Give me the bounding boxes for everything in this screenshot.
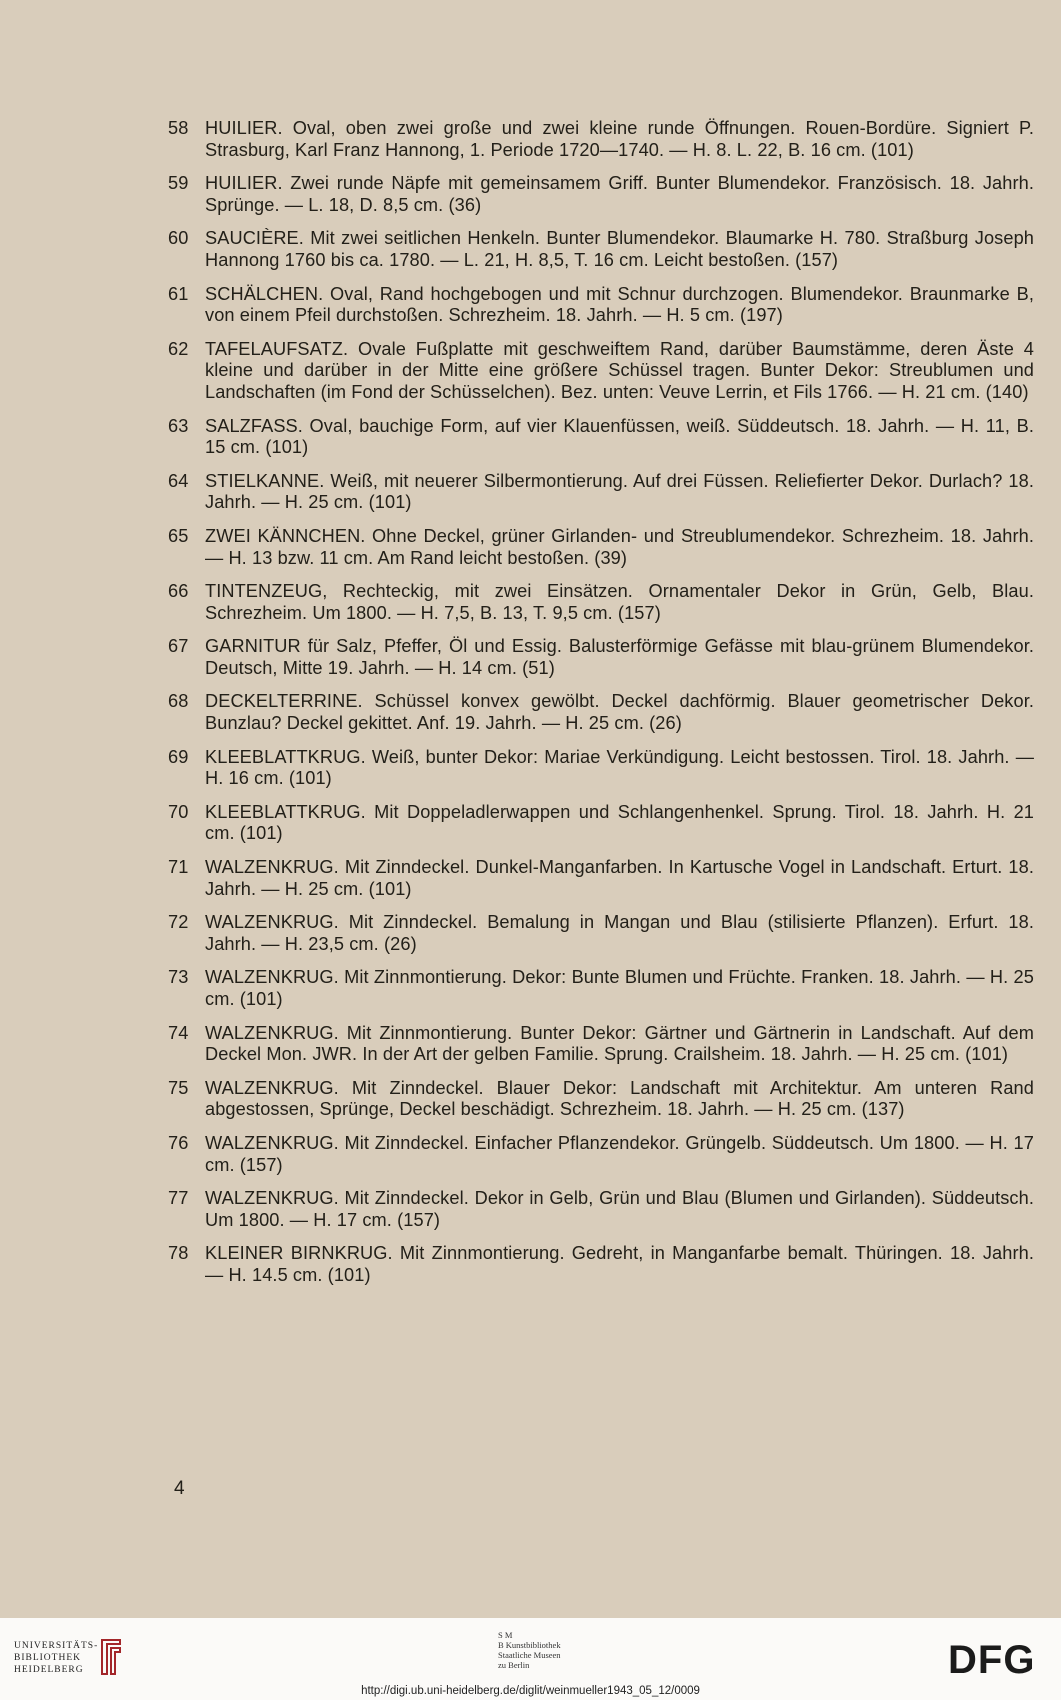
catalog-entry (168, 1188, 1034, 1231)
entry-description: WALZENKRUG. Mit Zinndeckel. Blauer Dekor: Landschaft mit Architektur. Am unteren Rand abgestossen, Sprünge, Deckel beschädigt. Schrezheim. 18. Jahrh. — H. 25 cm. (137) (205, 1077, 1034, 1120)
catalog-entry (168, 284, 1034, 327)
university-library-logo[interactable] (14, 1640, 98, 1676)
entry-description: SALZFASS. Oval, bauchige Form, auf vier Klauenfüssen, weiß. Süddeutsch. 18. Jahrh. — H. 11, B. 15 cm. (101) (205, 415, 1034, 458)
entry-description: WALZENKRUG. Mit Zinnmontierung. Dekor: Bunte Blumen und Früchte. Franken. 18. Jahrh. — H. 25 cm. (101) (205, 967, 1034, 1009)
entry-description: TINTENZEUG, Rechteckig, mit zwei Einsätzen. Ornamentaler Dekor in Grün, Gelb, Blau. Schrezheim. Um 1800. — H. 7,5, B. 13, T. 9,5 cm. (157) (205, 581, 1034, 623)
entry-description: WALZENKRUG. Mit Zinndeckel. Dekor in Gelb, Grün und Blau (Blumen und Girlanden). Süddeutsch. Um 1800. — H. 17 cm. (157) (205, 1188, 1034, 1230)
uni-logo-line: BIBLIOTHEK (14, 1653, 81, 1663)
entry-description: WALZENKRUG. Mit Zinnmontierung. Bunter Dekor: Gärtner und Gärtnerin in Landschaft. Auf dem Deckel Mon. JWR. In der Art der gelben Familie. Sprung. Crailsheim. 18. Jahrh. — H. 25 cm. (101) (205, 1022, 1034, 1065)
catalog-entry (168, 416, 1034, 459)
entry-number: 59 (168, 173, 189, 194)
entry-description: ZWEI KÄNNCHEN. Ohne Deckel, grüner Girlanden- und Streublumendekor. Schrezheim. 18. Jahrh. — H. 13 bzw. 11 cm. Am Rand leicht bestoßen. (39) (205, 525, 1034, 568)
entry-description: KLEEBLATTKRUG. Mit Doppeladlerwappen und Schlangenhenkel. Sprung. Tirol. 18. Jahrh. H. 21 cm. (101) (205, 801, 1034, 844)
entry-description: STIELKANNE. Weiß, mit neuerer Silbermontierung. Auf drei Füssen. Reliefierter Dekor. Durlach? 18. Jahrh. — H. 25 cm. (101) (205, 470, 1034, 513)
catalog-entry (168, 636, 1034, 679)
entry-description: HUILIER. Zwei runde Näpfe mit gemeinsamem Griff. Bunter Blumendekor. Französisch. 18. Jahrh. Sprünge. — L. 18, D. 8,5 cm. (36) (205, 173, 1034, 215)
catalog-entry (168, 1078, 1034, 1121)
heidelberg-emblem-icon (98, 1638, 124, 1676)
sm-logo-line: B Kunstbibliothek (498, 1640, 561, 1650)
viewer-footer (0, 1618, 1061, 1700)
entry-number: 71 (168, 857, 189, 878)
entry-number: 63 (168, 415, 189, 436)
entry-number: 72 (168, 912, 189, 933)
entry-description: SCHÄLCHEN. Oval, Rand hochgebogen und mit Schnur durchzogen. Blumendekor. Braunmarke B, von einem Pfeil durchstoßen. Schrezheim. 18. Jahrh. — H. 5 cm. (197) (205, 283, 1034, 326)
entry-number: 65 (168, 525, 189, 546)
page-number: 4 (174, 1478, 185, 1499)
catalog-entry (168, 339, 1034, 404)
catalog-entry (168, 747, 1034, 790)
entry-description: WALZENKRUG. Mit Zinndeckel. Einfacher Pflanzendekor. Grüngelb. Süddeutsch. Um 1800. — H. 17 cm. (157) (205, 1132, 1034, 1175)
entry-description: SAUCIÈRE. Mit zwei seitlichen Henkeln. Bunter Blumendekor. Blaumarke H. 780. Straßburg Joseph Hannong 1760 bis ca. 1780. — L. 21, H. 8,5, T. 16 cm. Leicht bestoßen. (157) (205, 228, 1034, 270)
entry-number: 61 (168, 283, 189, 304)
catalog-entries (168, 118, 1034, 1299)
entry-number: 58 (168, 118, 189, 138)
entry-description: WALZENKRUG. Mit Zinndeckel. Bemalung in Mangan und Blau (stilisierte Pflanzen). Erfurt. 18. Jahrh. — H. 23,5 cm. (26) (205, 912, 1034, 954)
uni-logo-line: UNIVERSITÄTS- (14, 1641, 99, 1651)
entry-number: 62 (168, 338, 189, 359)
catalog-entry (168, 228, 1034, 271)
entry-number: 70 (168, 801, 189, 822)
entry-description: HUILIER. Oval, oben zwei große und zwei kleine runde Öffnungen. Rouen-Bordüre. Signiert P. Strasburg, Karl Franz Hannong, 1. Periode 1720—1740. — H. 8. L. 22, B. 16 cm. (101) (205, 118, 1034, 160)
entry-description: DECKELTERRINE. Schüssel konvex gewölbt. Deckel dachförmig. Blauer geometrischer Dekor. Bunzlau? Deckel gekittet. Anf. 19. Jahrh. — H. 25 cm. (26) (205, 691, 1034, 734)
catalog-entry (168, 857, 1034, 900)
entry-description: WALZENKRUG. Mit Zinndeckel. Dunkel-Manganfarben. In Kartusche Vogel in Landschaft. Erturt. 18. Jahrh. — H. 25 cm. (101) (205, 857, 1034, 899)
entry-number: 66 (168, 581, 189, 602)
dfg-logo[interactable]: DFG (948, 1638, 1036, 1682)
catalog-entry (168, 173, 1034, 216)
entry-description: KLEINER BIRNKRUG. Mit Zinnmontierung. Gedreht, in Manganfarbe bemalt. Thüringen. 18. Jahrh. — H. 14.5 cm. (101) (205, 1243, 1034, 1285)
catalog-entry (168, 912, 1034, 955)
entry-number: 75 (168, 1077, 189, 1098)
sm-logo-line: S M (498, 1630, 513, 1640)
sm-logo-line: Staatliche Museen (498, 1650, 561, 1660)
entry-number: 78 (168, 1243, 189, 1264)
sm-logo-line: zu Berlin (498, 1660, 530, 1670)
entry-number: 74 (168, 1022, 189, 1043)
catalog-entry (168, 1133, 1034, 1176)
sm-kunstbibliothek-logo[interactable] (498, 1630, 561, 1670)
entry-number: 69 (168, 746, 189, 767)
catalog-entry (168, 691, 1034, 734)
entry-number: 76 (168, 1132, 189, 1153)
entry-description: GARNITUR für Salz, Pfeffer, Öl und Essig. Balusterförmige Gefässe mit blau-grünem Blumendekor. Deutsch, Mitte 19. Jahrh. — H. 14 cm. (51) (205, 636, 1034, 678)
catalog-entry (168, 471, 1034, 514)
entry-number: 60 (168, 228, 189, 249)
uni-logo-line: HEIDELBERG (14, 1665, 84, 1675)
permalink-url[interactable]: http://digi.ub.uni-heidelberg.de/diglit/weinmueller1943_05_12/0009 (361, 1685, 700, 1697)
entry-description: TAFELAUFSATZ. Ovale Fußplatte mit geschweiftem Rand, darüber Baumstämme, deren Äste 4 kleine und darüber in der Mitte eine größere Schüssel tragen. Bunter Dekor: Streublumen und Landschaften (im Fond der Schüsselchen). Bez. unten: Veuve Lerrin, et Fils 1766. — H. 21 cm. (140) (205, 338, 1034, 402)
entry-number: 64 (168, 470, 189, 491)
entry-number: 77 (168, 1188, 189, 1209)
catalog-entry (168, 581, 1034, 624)
catalog-entry (168, 118, 1034, 161)
entry-number: 73 (168, 967, 189, 988)
entry-description: KLEEBLATTKRUG. Weiß, bunter Dekor: Mariae Verkündigung. Leicht bestossen. Tirol. 18. Jahrh. — H. 16 cm. (101) (205, 746, 1034, 789)
catalog-entry (168, 967, 1034, 1010)
catalog-entry (168, 802, 1034, 845)
catalog-entry (168, 1243, 1034, 1286)
entry-number: 68 (168, 691, 189, 712)
catalog-entry (168, 526, 1034, 569)
catalog-entry (168, 1023, 1034, 1066)
entry-number: 67 (168, 636, 189, 657)
